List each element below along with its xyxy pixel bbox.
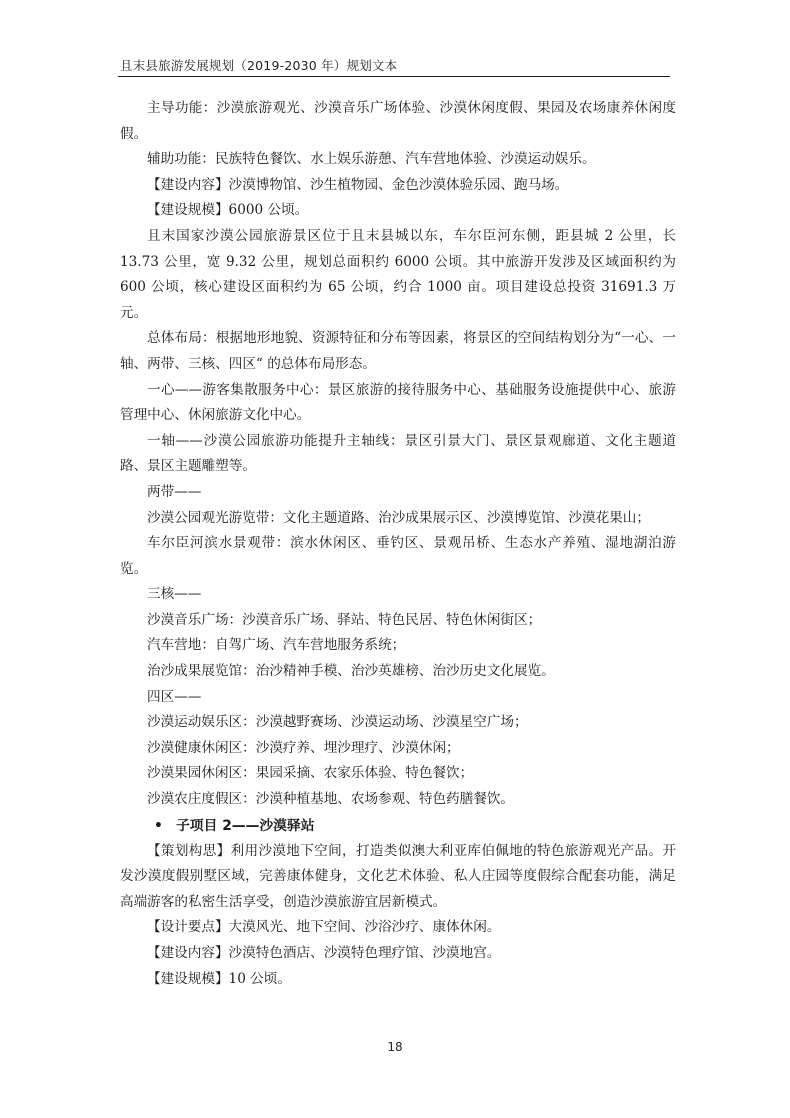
paragraph-zone-3: 沙漠果园休闲区：果园采摘、农家乐体验、特色餐饮； xyxy=(147,765,474,782)
paragraph-core-3: 治沙成果展览馆：治沙精神手模、治沙英雄榜、治沙历史文化展览。 xyxy=(147,663,555,680)
paragraph-design-points: 【设计要点】大漠风光、地下空间、沙浴沙疗、康体休闲。 xyxy=(147,919,501,936)
paragraph-zone-1: 沙漠运动娱乐区：沙漠越野赛场、沙漠运动场、沙漠星空广场； xyxy=(147,714,528,731)
paragraph-construction-scale: 【建设规模】6000 公顷。 xyxy=(147,202,309,219)
paragraph-planning-concept: 【策划构思】利用沙漠地下空间，打造类似澳大利亚库伯佩地的特色旅游观光产品。开发沙漠度假别墅区域，完善康体健身，文化艺术体验、私人庄园等度假综合配套功能，满足高端游客的私密生活享受，创造沙漠旅游宜居新模式。 xyxy=(120,842,676,910)
paragraph-core-2: 汽车营地：自驾广场、汽车营地服务系统； xyxy=(147,637,406,654)
header-rule xyxy=(118,76,670,77)
paragraph-belt-1: 沙漠公园观光游览带：文化主题道路、治沙成果展示区、沙漠博览馆、沙漠花果山； xyxy=(147,509,650,526)
paragraph-zone-2: 沙漠健康休闲区：沙漠疗养、埋沙理疗、沙漠休闲； xyxy=(147,739,460,756)
body-text xyxy=(120,96,676,992)
paragraph-construction-scale-2: 【建设规模】10 公顷。 xyxy=(147,970,291,987)
paragraph-three-cores: 三核—— xyxy=(147,586,202,603)
paragraph-belt-2: 车尔臣河滨水景观带：滨水休闲区、垂钓区、景观吊桥、生态水产养殖、湿地湖泊游览。 xyxy=(120,535,676,577)
paragraph-one-center: 一心——游客集散服务中心：景区旅游的接待服务中心、基础服务设施提供中心、旅游管理中心、休闲旅游文化中心。 xyxy=(120,381,676,424)
subproject-title: 子项目 2——沙漠驿站 xyxy=(176,817,315,834)
paragraph-zone-4: 沙漠农庄度假区：沙漠种植基地、农场参观、特色药膳餐饮。 xyxy=(147,791,515,808)
paragraph-aux-function: 辅助功能：民族特色餐饮、水上娱乐游憩、汽车营地体验、沙漠运动娱乐。 xyxy=(147,151,596,168)
bullet-icon: • xyxy=(154,817,163,834)
paragraph-core-1: 沙漠音乐广场：沙漠音乐广场、驿站、特色民居、特色休闲街区； xyxy=(147,611,542,628)
paragraph-construction-content-2: 【建设内容】沙漠特色酒店、沙漠特色理疗馆、沙漠地宫。 xyxy=(147,945,501,961)
paragraph-one-axis: 一轴——沙漠公园旅游功能提升主轴线：景区引景大门、景区景观廊道、文化主题道路、景区主题雕塑等。 xyxy=(120,432,676,475)
paragraph-two-belts: 两带—— xyxy=(147,483,202,500)
running-header: 且末县旅游发展规划（2019-2030 年）规划文本 xyxy=(120,58,398,73)
paragraph-construction-content: 【建设内容】沙漠博物馆、沙生植物园、金色沙漠体验乐园、跑马场。 xyxy=(147,176,569,193)
page-number: 18 xyxy=(387,1040,403,1054)
paragraph-park-description: 且末国家沙漠公园旅游景区位于且末县城以东，车尔臣河东侧，距县城 2 公里，长 13.73 公里，宽 9.32 公里，规划总面积约 6000 公顷。其中旅游开发涉及区域面积约为 600 公顷，核心建设区面积约为 65 公顷，约合 1000 亩。项目建设总投资 31691.3 万元。 xyxy=(120,227,676,321)
paragraph-four-zones: 四区—— xyxy=(147,688,202,705)
paragraph-overall-layout: 总体布局：根据地形地貌、资源特征和分布等因素，将景区的空间结构划分为“一心、一轴、两带、三核、四区“ 的总体布局形态。 xyxy=(120,330,676,372)
subproject-heading xyxy=(120,813,676,839)
paragraph-main-function: 主导功能：沙漠旅游观光、沙漠音乐广场体验、沙漠休闲度假、果园及农场康养休闲度假。 xyxy=(120,100,676,142)
